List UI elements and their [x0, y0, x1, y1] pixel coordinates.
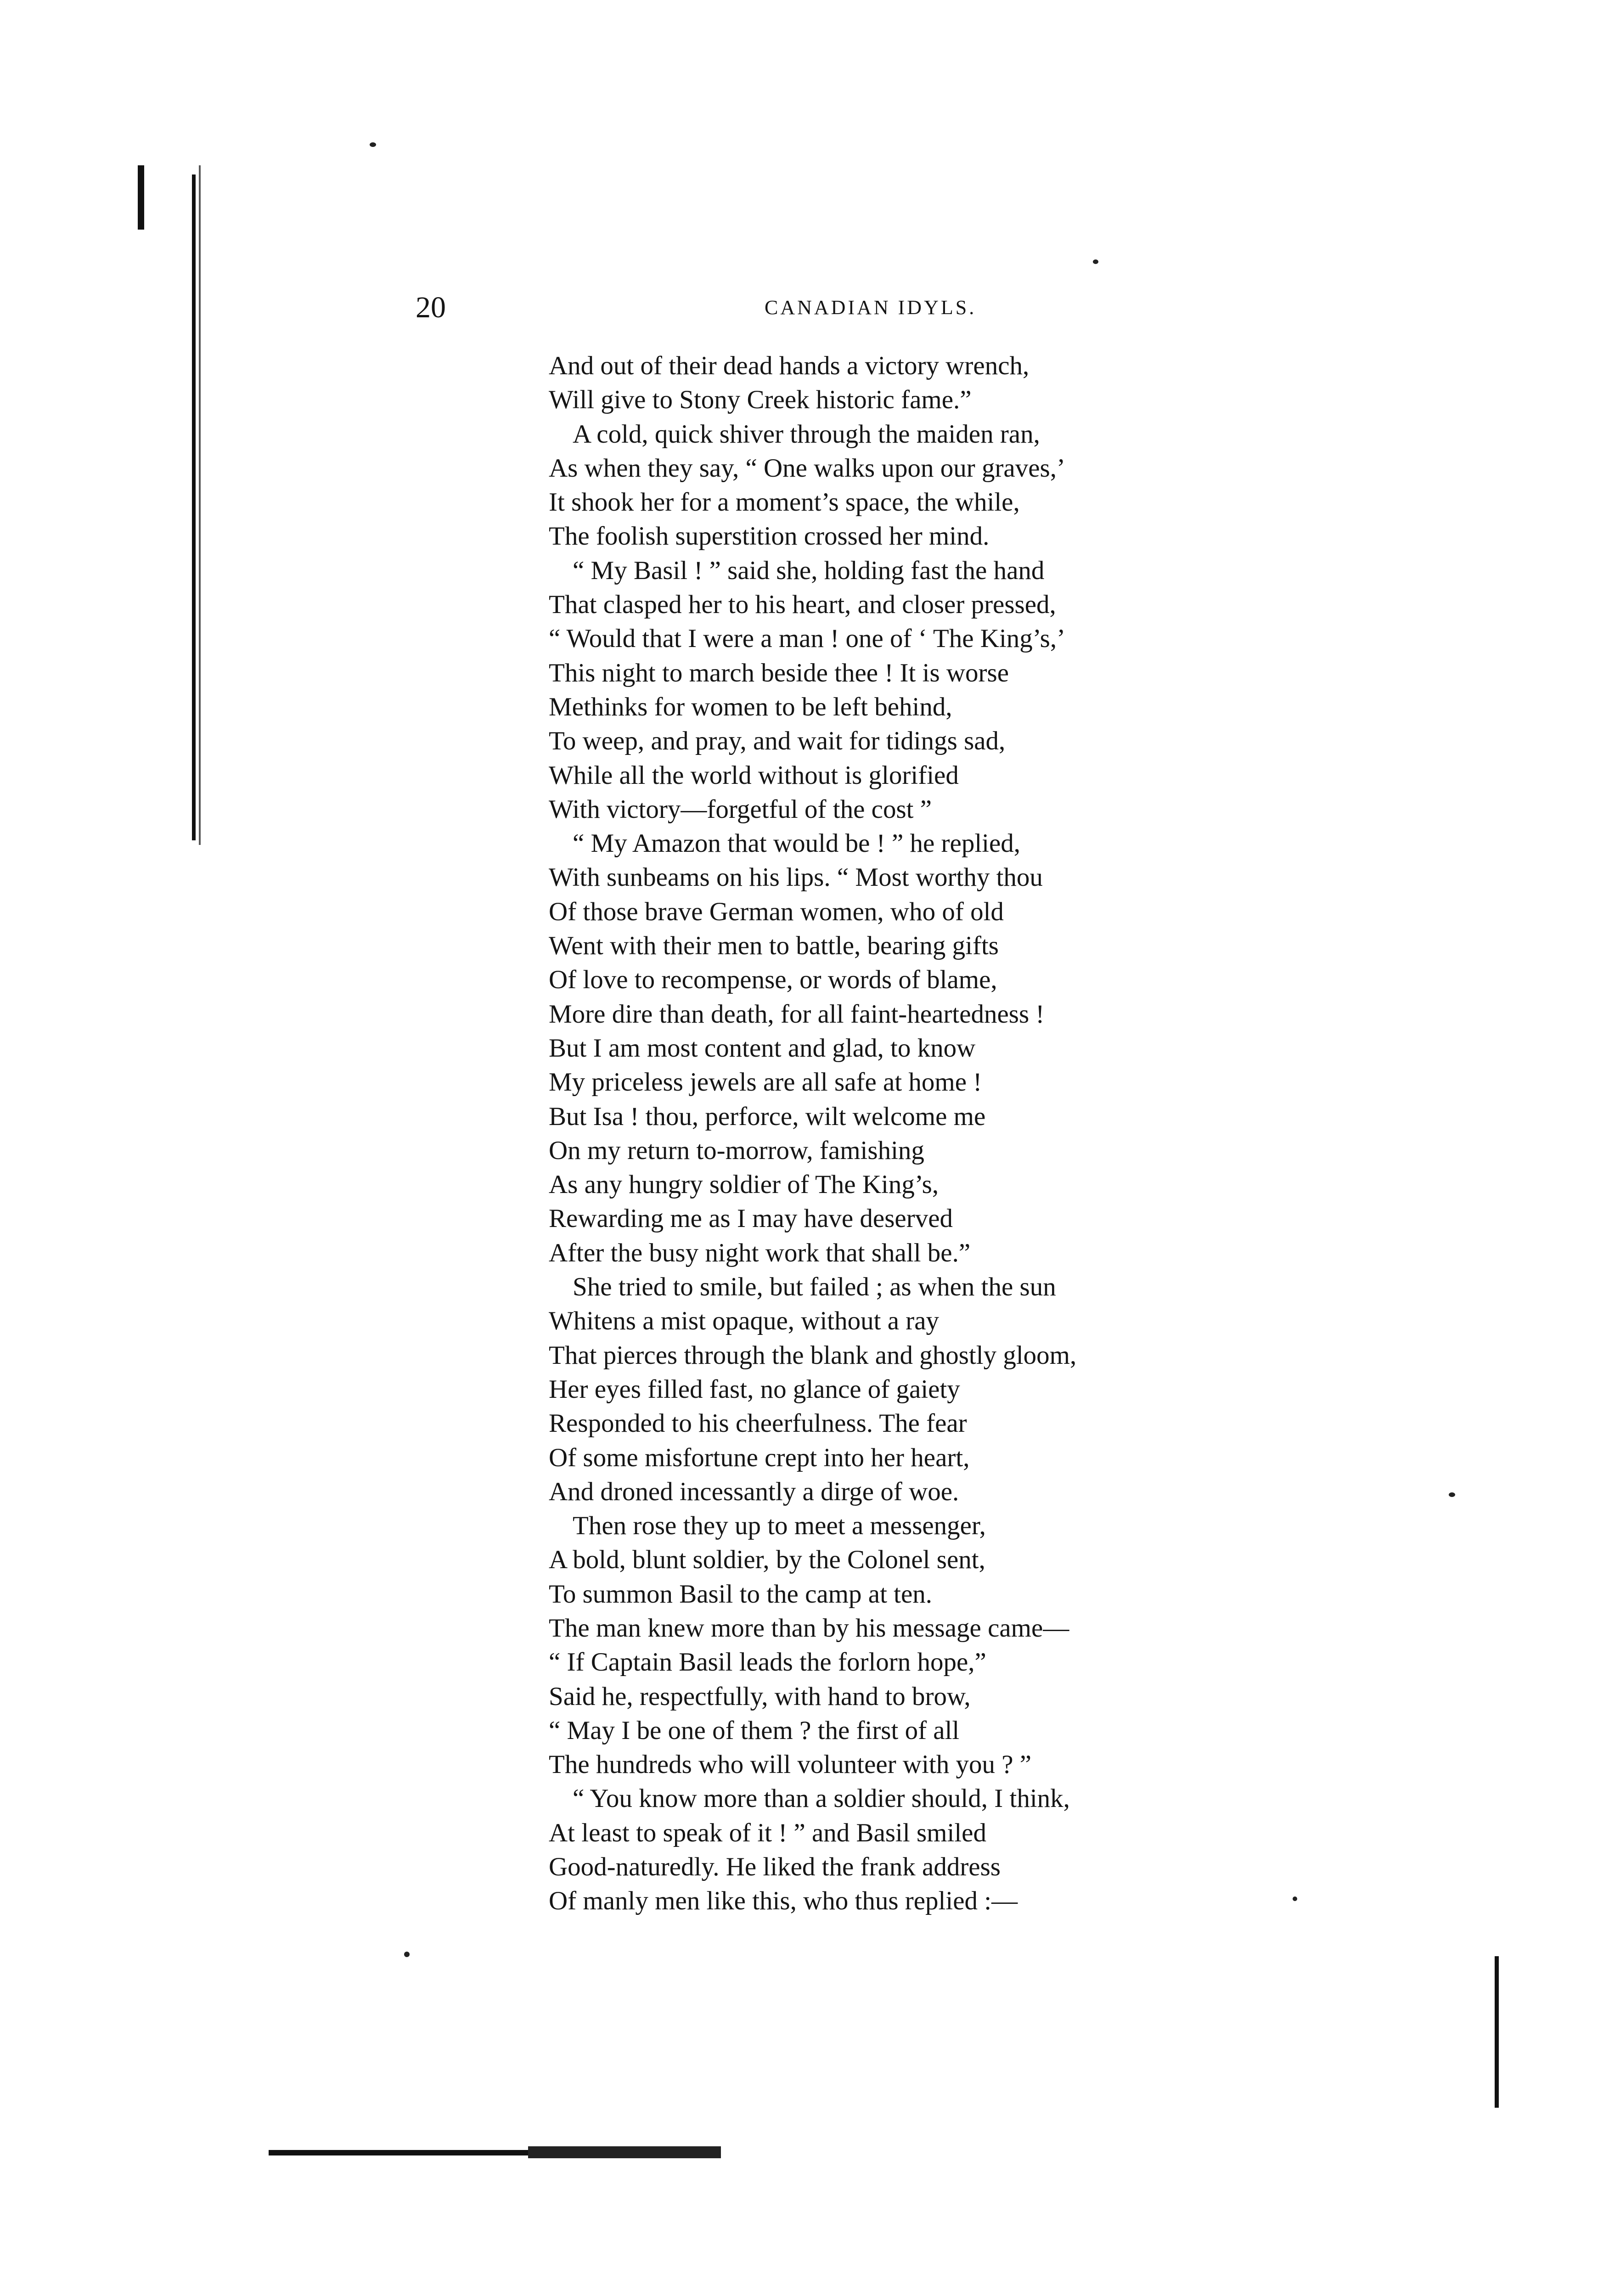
poem-line: “ You know more than a soldier should, I think,	[573, 1784, 1070, 1813]
poem-line: With victory—forgetful of the cost ”	[549, 794, 932, 824]
poem-line: “ My Amazon that would be ! ” he replied,	[573, 829, 1021, 858]
poem-line: And out of their dead hands a victory wrench,	[549, 351, 1030, 380]
poem-line: More dire than death, for all faint-heartedness !	[549, 999, 1045, 1029]
poem-line: She tried to smile, but failed ; as when the sun	[573, 1272, 1056, 1302]
scan-speck	[370, 142, 376, 147]
poem-line: After the busy night work that shall be.”	[549, 1238, 971, 1267]
scan-speck	[1449, 1492, 1455, 1497]
poem-line: While all the world without is glorified	[549, 760, 959, 790]
poem-line: The hundreds who will volunteer with you ? ”	[549, 1750, 1032, 1779]
poem-line: Of some misfortune crept into her heart,	[549, 1443, 970, 1472]
poem-line: At least to speak of it ! ” and Basil smiled	[549, 1818, 986, 1847]
poem-line: Of love to recompense, or words of blame,	[549, 965, 997, 995]
poem-line: But I am most content and glad, to know	[549, 1033, 976, 1063]
binding-edge-mark	[192, 174, 196, 840]
poem-line: With sunbeams on his lips. “ Most worthy thou	[549, 863, 1043, 892]
poem-line: Good-naturedly. He liked the frank address	[549, 1852, 1001, 1882]
poem-line: “ May I be one of them ? the first of all	[549, 1716, 960, 1745]
poem-line: Then rose they up to meet a messenger,	[573, 1511, 986, 1541]
running-title: CANADIAN IDYLS.	[765, 296, 977, 319]
scan-speck	[404, 1952, 410, 1957]
poem-line: Responded to his cheerfulness. The fear	[549, 1409, 967, 1438]
poem-line: Will give to Stony Creek historic fame.”	[549, 385, 972, 415]
binding-edge-mark	[199, 165, 201, 845]
binding-edge-mark	[138, 165, 144, 230]
poem-line: Went with their men to battle, bearing gifts	[549, 931, 999, 961]
poem-line: The man knew more than by his message came—	[549, 1613, 1069, 1643]
poem-line: To weep, and pray, and wait for tidings sad,	[549, 726, 1006, 756]
poem-line: To summon Basil to the camp at ten.	[549, 1579, 933, 1609]
poem-text	[549, 349, 1302, 1919]
poem-line: That pierces through the blank and ghostly gloom,	[549, 1340, 1077, 1370]
poem-line: “ My Basil ! ” said she, holding fast the hand	[573, 556, 1045, 585]
poem-line: That clasped her to his heart, and closer pressed,	[549, 590, 1056, 619]
poem-line: As when they say, “ One walks upon our graves,’	[549, 453, 1065, 483]
poem-line: Of those brave German women, who of old	[549, 897, 1004, 926]
poem-line: But Isa ! thou, perforce, wilt welcome me	[549, 1102, 986, 1131]
poem-line: Of manly men like this, who thus replied :—	[549, 1886, 1018, 1916]
poem-line: This night to march beside thee ! It is worse	[549, 658, 1009, 687]
poem-line: “ Would that I were a man ! one of ‘ The King’s,’	[549, 624, 1066, 653]
poem-line: Her eyes filled fast, no glance of gaiety	[549, 1374, 960, 1404]
poem-line: On my return to-morrow, famishing	[549, 1136, 924, 1165]
poem-line: Whitens a mist opaque, without a ray	[549, 1306, 940, 1336]
page-number: 20	[416, 291, 446, 324]
bottom-rule	[528, 2146, 721, 2158]
binding-edge-mark	[1495, 1956, 1499, 2108]
poem-line: Methinks for women to be left behind,	[549, 692, 952, 721]
poem-line: “ If Captain Basil leads the forlorn hope,”	[549, 1648, 986, 1677]
poem-line: The foolish superstition crossed her mind.	[549, 522, 990, 551]
poem-line: As any hungry soldier of The King’s,	[549, 1170, 939, 1199]
poem-line: It shook her for a moment’s space, the while,	[549, 488, 1020, 517]
poem-line: A cold, quick shiver through the maiden ran,	[573, 419, 1040, 449]
scan-speck	[1093, 259, 1098, 264]
poem-line: Said he, respectfully, with hand to brow,	[549, 1682, 971, 1711]
poem-line: A bold, blunt soldier, by the Colonel sent,	[549, 1545, 985, 1575]
poem-line: Rewarding me as I may have deserved	[549, 1204, 953, 1233]
poem-line: And droned incessantly a dirge of woe.	[549, 1477, 959, 1506]
poem-line: My priceless jewels are all safe at home !	[549, 1068, 982, 1097]
